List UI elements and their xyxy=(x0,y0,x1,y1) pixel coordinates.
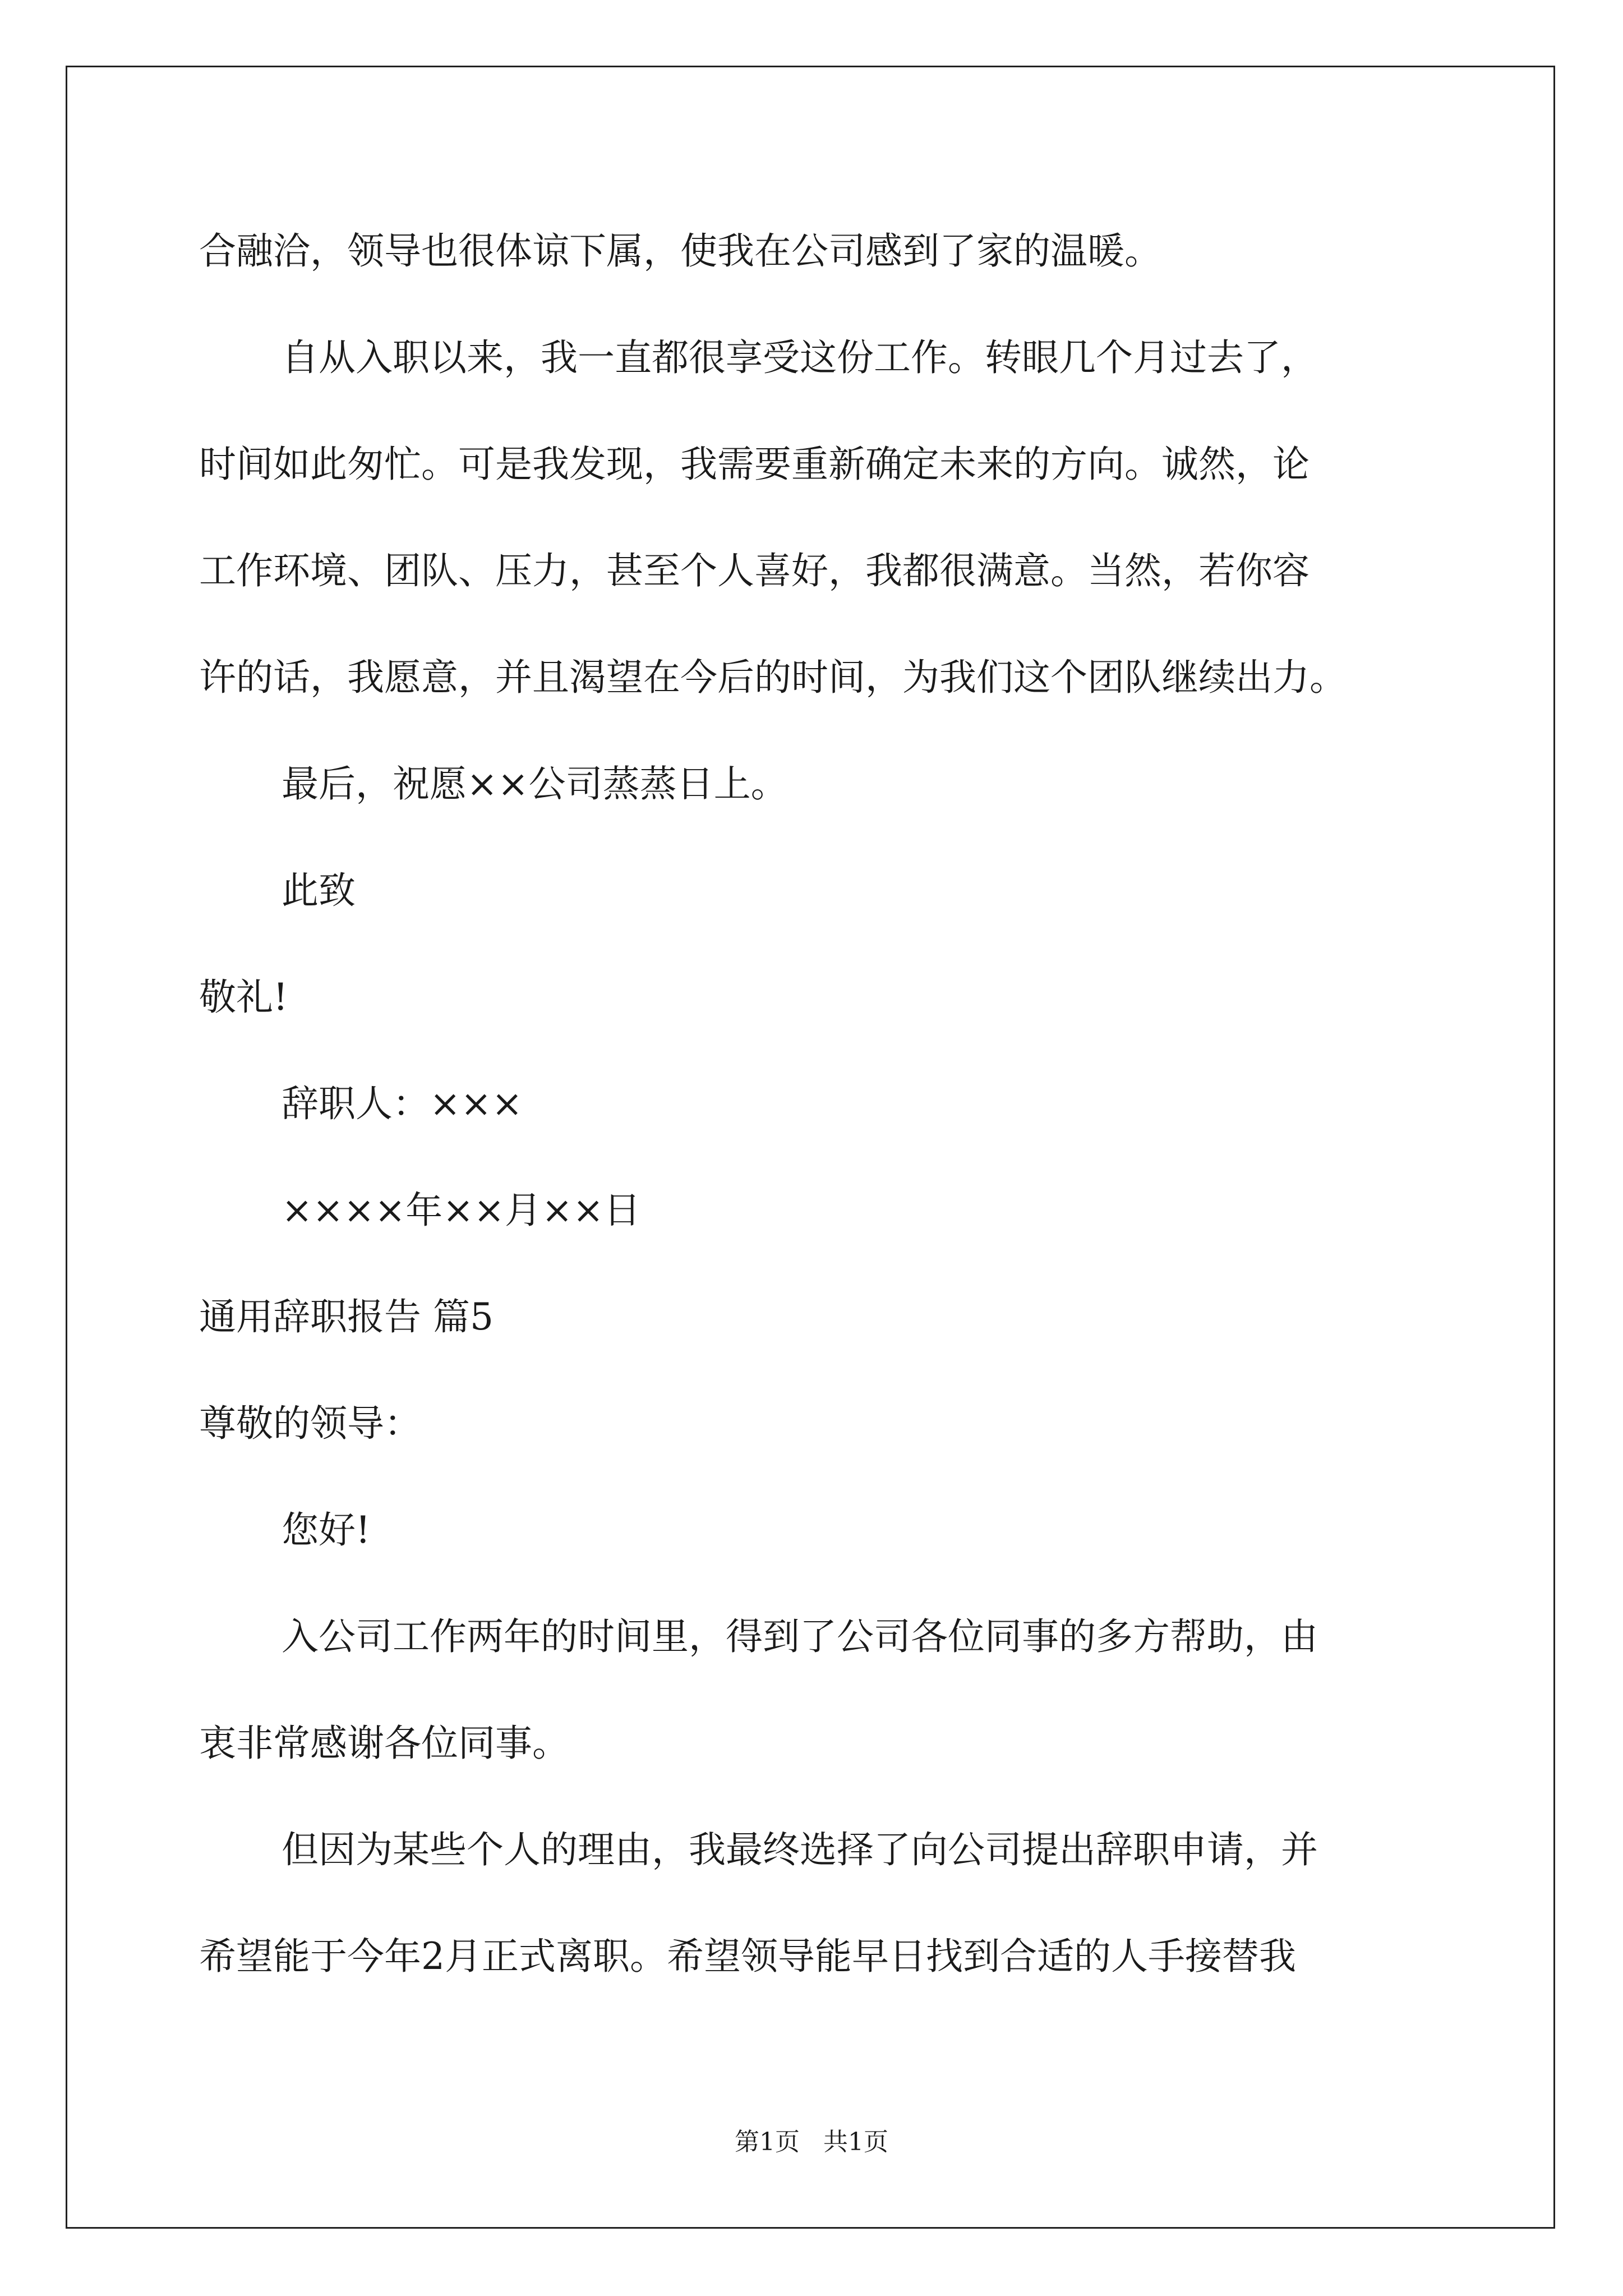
text-line-17: 希望能于今年2月正式离职。希望领导能早日找到合适的人手接替我 xyxy=(199,1935,1296,1978)
text-line-16: 但因为某些个人的理由，我最终选择了向公司提出辞职申请，并 xyxy=(282,1828,1318,1871)
text-line-2: 自从入职以来，我一直都很享受这份工作。转眼几个月过去了， xyxy=(282,336,1318,379)
page-border xyxy=(66,66,1555,2229)
text-line-1: 合融洽，领导也很体谅下属，使我在公司感到了家的温暖。 xyxy=(199,229,1161,273)
text-line-15: 衷非常感谢各位同事。 xyxy=(199,1722,569,1765)
page-footer: 第1页 共1页 xyxy=(735,2128,888,2156)
greeting-line: 尊敬的领导： xyxy=(199,1402,421,1445)
text-line-6: 最后，祝愿××公司蒸蒸日上。 xyxy=(282,762,788,806)
hello-line: 您好! xyxy=(282,1508,371,1552)
text-line-14: 入公司工作两年的时间里，得到了公司各位同事的多方帮助，由 xyxy=(282,1615,1318,1658)
date-line: ××××年××月××日 xyxy=(282,1189,641,1232)
signature-line: 辞职人：××× xyxy=(282,1082,523,1125)
section-title: 通用辞职报告 篇5 xyxy=(199,1295,494,1338)
text-line-5: 许的话，我愿意，并且渴望在今后的时间，为我们这个团队继续出力。 xyxy=(199,656,1347,699)
text-line-4: 工作环境、团队、压力，甚至个人喜好，我都很满意。当然，若你容 xyxy=(199,549,1310,592)
salutation-jingli: 敬礼! xyxy=(199,976,288,1019)
text-line-3: 时间如此匆忙。可是我发现，我需要重新确定未来的方向。诚然，论 xyxy=(199,443,1310,486)
salutation-cizhi: 此致 xyxy=(282,869,356,912)
